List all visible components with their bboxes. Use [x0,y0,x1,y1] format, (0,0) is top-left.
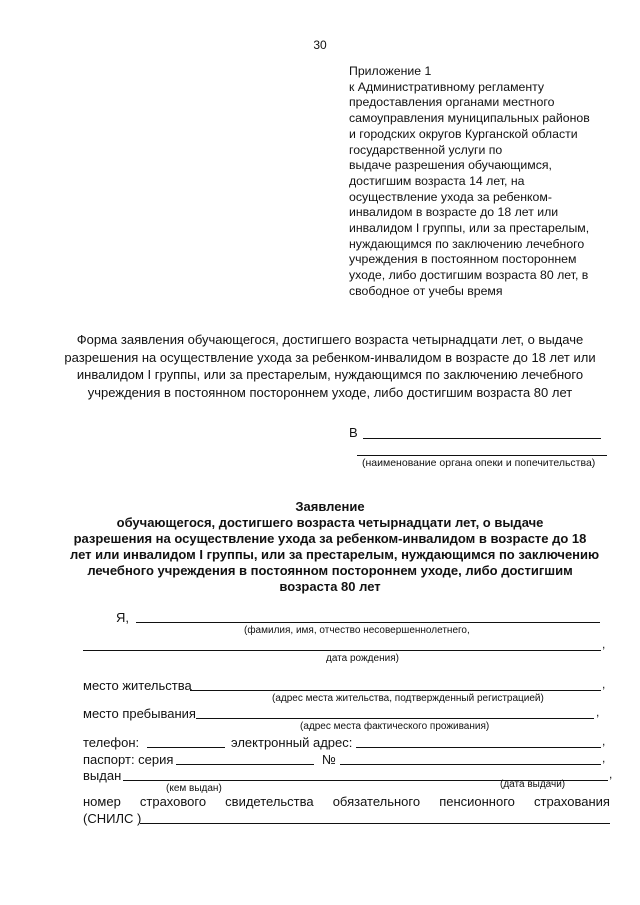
appendix-line: инвалидом I группы, или за престарелым, [349,221,590,236]
appendix-line: Приложение 1 [349,64,432,78]
statement-title [70,499,600,594]
snils-word: обязательного [332,794,421,809]
appendix-line: инвалидом в возрасте до 18 лет или [349,205,559,220]
stay-field[interactable] [196,718,594,719]
addressee-field[interactable] [363,438,601,439]
stay-label: место пребывания [83,706,196,721]
snils-word: страхового [139,794,207,809]
appendix-line: осуществление ухода за ребенком- [349,189,552,204]
statement-line: возраста 80 лет [279,578,381,594]
snils-line [83,794,610,809]
comma: , [596,705,600,719]
ya-label: Я, [116,610,129,625]
appendix-line: достигшим возраста 14 лет, на [349,173,525,188]
residence-label: место жительства [83,678,192,693]
form-title [60,331,600,401]
statement-line: лет или инвалидом I группы, или за престарелым, нуждающимся по заключению [70,546,600,562]
stay-caption: (адрес места фактического проживания) [300,721,490,732]
issued-by-caption: (кем выдан) [166,783,222,794]
appendix-block [349,64,629,300]
addressee-caption: (наименование органа опеки и попечительства) [362,457,596,469]
comma: , [602,751,606,765]
form-title-line: инвалидом I группы, или за престарелым, нуждающимся по заключению лечебного [76,367,584,382]
form-title-line: Форма заявления обучающегося, достигшего возраста четырнадцати лет, о выдаче [76,332,584,347]
passport-label: паспорт: серия [83,752,174,767]
birth-caption: дата рождения) [326,653,399,664]
snils-word: номер [83,794,121,809]
comma: , [602,677,606,691]
snils-word: свидетельства [225,794,314,809]
snils-label: (СНИЛС ) [83,811,142,826]
appendix-line: уходе, либо достигшим возраста 80 лет, в [349,268,589,283]
appendix-line: государственной услуги по [349,142,503,157]
appendix-line: выдаче разрешения обучающимся, [349,158,552,173]
comma: , [602,637,606,651]
phone-field[interactable] [147,747,225,748]
addressee-prefix: В [349,425,358,440]
fio-field-line2[interactable] [83,650,601,651]
statement-line: разрешения на осуществление ухода за ребенком-инвалидом в возрасте до 18 [73,530,587,546]
snils-field[interactable] [140,823,610,824]
number-label: № [322,752,336,767]
addressee-field-line2[interactable] [357,455,607,456]
passport-series-field[interactable] [176,764,314,765]
comma: , [609,767,613,781]
email-field[interactable] [356,747,601,748]
appendix-line: нуждающимся по заключению лечебного [349,236,585,251]
appendix-line: и городских округов Курганской области [349,126,578,141]
statement-line: Заявление [295,499,365,514]
email-label: электронный адрес: [231,735,353,750]
statement-line: обучающегося, достигшего возраста четырнадцати лет, о выдаче [116,514,544,530]
passport-number-field[interactable] [340,764,601,765]
residence-caption: (адрес места жительства, подтвержденный регистрацией) [272,693,544,704]
issued-label: выдан [83,768,122,783]
page-number: 30 [313,38,327,52]
appendix-line: самоуправления муниципальных районов [349,111,590,126]
phone-label: телефон: [83,735,140,750]
appendix-line: предоставления органами местного [349,95,555,110]
snils-word: страхования [533,794,610,809]
form-title-line: учреждения в постоянном постороннем уходе, либо достигшим возраста 80 лет [87,384,573,400]
snils-word: пенсионного [439,794,515,809]
appendix-line: учреждения в постоянном постороннем [349,252,577,267]
fio-caption: (фамилия, имя, отчество несовершеннолетнего, [244,625,470,636]
residence-field[interactable] [190,690,601,691]
appendix-line: к Административному регламенту [349,79,545,94]
issue-date-caption: (дата выдачи) [500,779,566,790]
appendix-line: свободное от учебы время [349,283,503,298]
form-title-line: разрешения на осуществление ухода за ребенком-инвалидом в возрасте до 18 лет или [64,349,596,365]
comma: , [602,734,606,748]
statement-line: лечебного учреждения в постоянном постороннем уходе, либо достигшим [87,562,573,578]
fio-field[interactable] [136,622,600,623]
